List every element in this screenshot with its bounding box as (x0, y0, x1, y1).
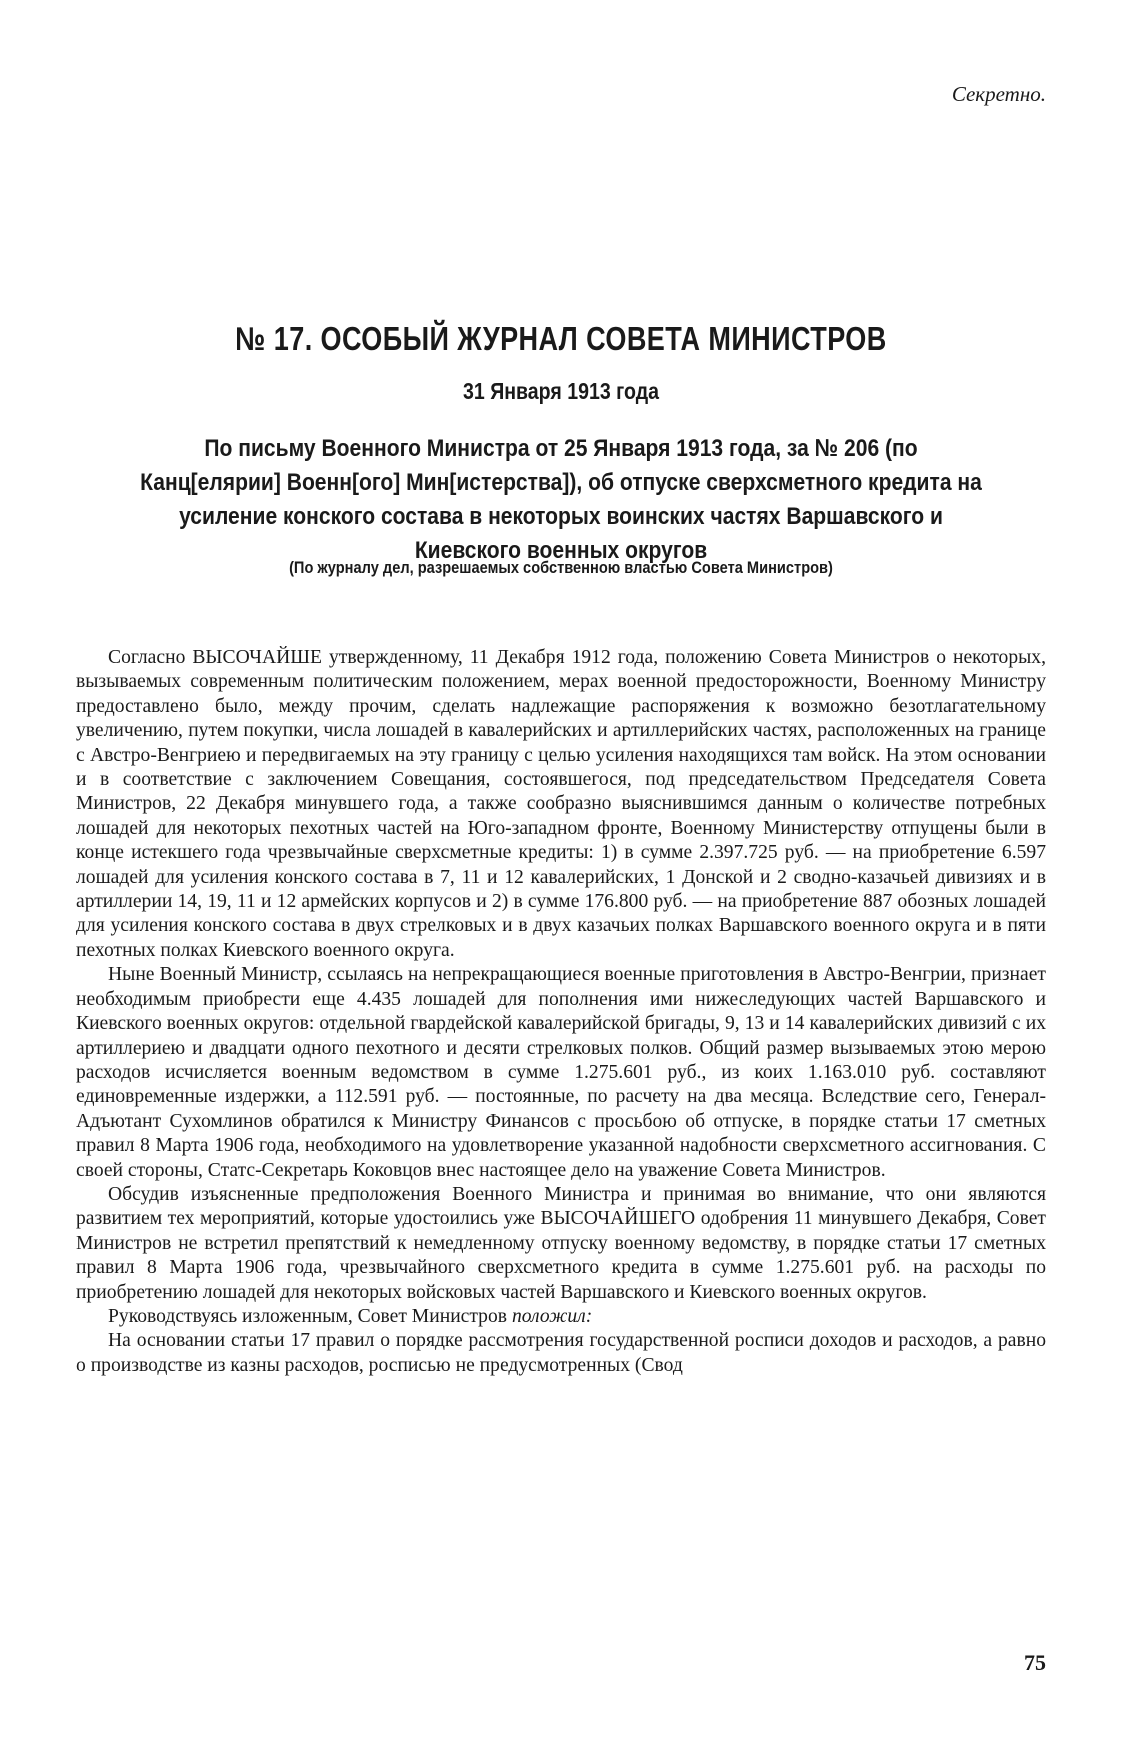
paragraph-5: На основании статьи 17 правил о порядке рассмотрения государственной росписи доходов и расходов, а равно о производстве из казны расходов, росписью не предусмотренных (Свод (76, 1330, 1046, 1376)
document-date: 31 Января 1913 года (463, 378, 659, 404)
paragraph-4 (76, 1305, 1046, 1329)
document-title: № 17. ОСОБЫЙ ЖУРНАЛ СОВЕТА МИНИСТРОВ (235, 320, 887, 357)
page-number: 75 (1024, 1650, 1046, 1675)
paragraph-3: Обсудив изъясненные предположения Военного Министра и принимая во внимание, что они являются развитием тех мероприятий, которые удостоились уже ВЫСОЧАЙШЕГО одобрения 11 минувшего Декабря, Совет Министров не встретил препятствий к немедленному отпуску военному ведомству, в порядке статьи 17 сметных правил 8 Марта 1906 года, чрезвычайного сверхсметного кредита в сумме 1.275.601 руб. на расходы по приобретению лошадей для некоторых войсковых частей Варшавского и Киевского военных округов. (76, 1183, 1046, 1303)
paragraph-4-resolution: положил: (511, 1305, 593, 1327)
document-page (76, 70, 1046, 1710)
document-subject: По письму Военного Министра от 25 Января 1913 года, за № 206 (по Канц[елярии] Военн[ого] Мин[истерства]), об отпуске сверхсметного кредита на усиление конского состава в некоторых воинских частях Варшавского и Киевского военных округов (140, 435, 982, 564)
paragraph-2: Ныне Военный Министр, ссылаясь на непрекращающиеся военные приготовления в Австро-Венгрии, признает необходимым приобрести еще 4.435 лошадей для пополнения ими нижеследующих частей Варшавского и Киевского военных округов: отдельной гвардейской кавалерийской бригады, 9, 13 и 14 кавалерийских дивизий с их артиллериею и двадцати одного пехотного и десяти стрелковых полков. Общий размер вызываемых этою мерою расходов исчисляется военным ведомством в сумме 1.275.601 руб., из коих 1.163.010 руб. составляют единовременные издержки, а 112.591 руб. — постоянные, по расчету на два месяца. Вследствие сего, Генерал-Адъютант Сухомлинов обратился к Министру Финансов с просьбою об отпуске, в порядке статьи 17 сметных правил 8 Марта 1906 года, необходимого на удовлетворение указанной надобности сверхсметного ассигнования. С своей стороны, Статс-Секретарь Коковцов внес настоящее дело на уважение Совета Министров. (76, 964, 1046, 1181)
paragraph-4-lead: Руководствуясь изложенным, Совет Министров (108, 1305, 512, 1327)
classification-mark: Секретно. (951, 82, 1046, 106)
document-body (76, 646, 1046, 1378)
paragraph-1: Согласно ВЫСОЧАЙШЕ утвержденному, 11 Декабря 1912 года, положению Совета Министров о некоторых, вызываемых современным политическим положением, мерах военной предосторожности, Военному Министру предоставлено было, между прочим, сделать надлежащие распоряжения к возможно безотлагательному увеличению, путем покупки, числа лошадей в кавалерийских и артиллерийских частях, расположенных на границе с Австро-Венгриею и передвигаемых на эту границу с целью усиления находящихся там войск. На этом основании и в соответствие с заключением Совещания, состоявшегося, под председательством Председателя Совета Министров, 22 Декабря минувшего года, а также сообразно выяснившимся данным о количестве потребных лошадей для некоторых пехотных частей на Юго-западном фронте, Военному Министерству отпущены были в конце истекшего года чрезвычайные сверхсметные кредиты: 1) в сумме 2.397.725 руб. — на приобретение 6.597 лошадей для усиления конского состава в 7, 11 и 12 кавалерийских, 1 Донской и 2 сводно-казачьей дивизиях и в артиллерии 14, 19, 11 и 12 армейских корпусов и 2) в сумме 176.800 руб. — на приобретение 887 обозных лошадей для усиления конского состава в двух стрелковых и в двух казачьих полках Варшавского военного округа и в пяти пехотных полках Киевского военного округа. (76, 647, 1046, 961)
document-note: (По журналу дел, разрешаемых собственною властью Совета Министров) (289, 558, 833, 577)
